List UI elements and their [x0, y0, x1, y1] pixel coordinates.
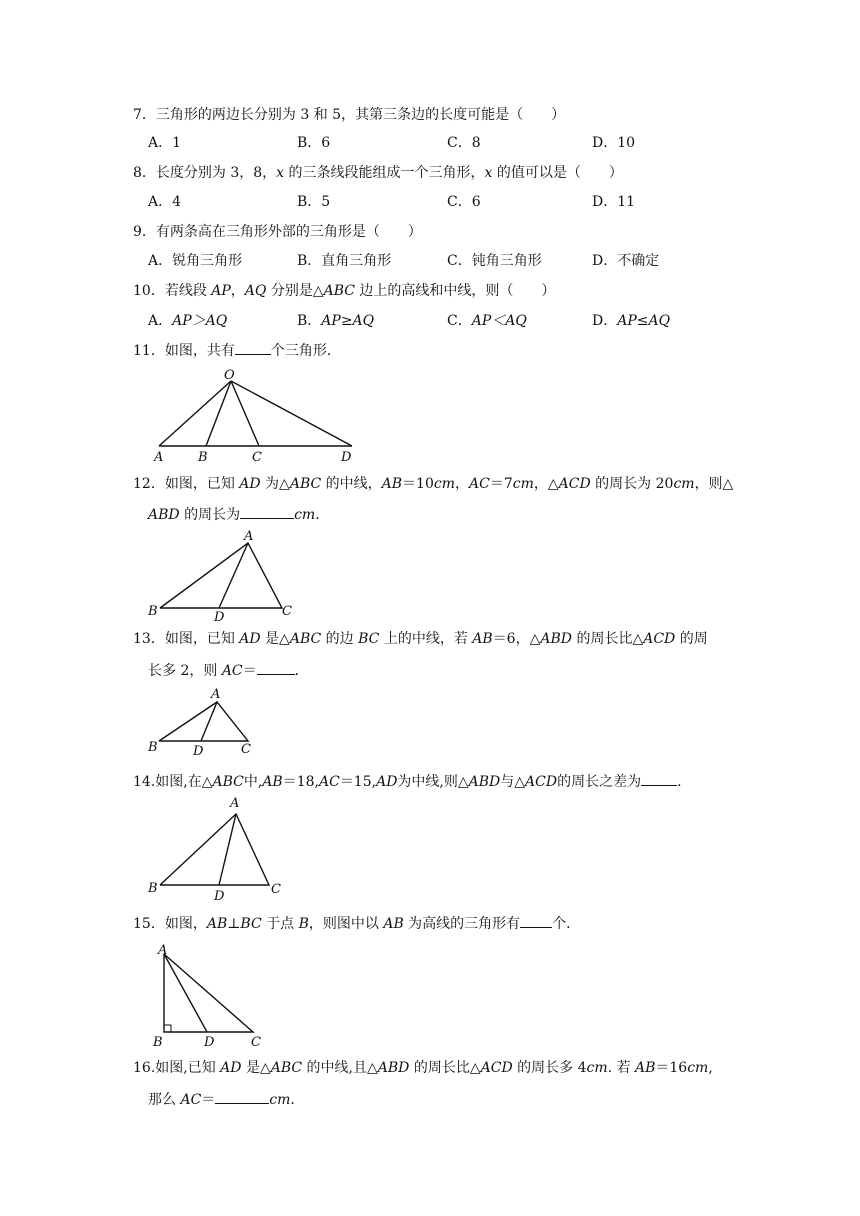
label-a: A	[158, 943, 168, 958]
question-16-stem-line1: 16.如图,已知 AD 是△ABC 的中线,且△ABD 的周长比△ACD 的周长多 4cm. 若 AB＝16cm,	[133, 1060, 713, 1076]
answer-blank	[215, 1089, 269, 1104]
label-b: B	[148, 604, 158, 619]
option-b: B．5	[297, 194, 331, 210]
label-o: O	[224, 368, 235, 383]
label-c: C	[241, 742, 251, 757]
segment-ob	[206, 381, 231, 446]
triangle-abc	[164, 954, 253, 1032]
question-12-stem-line1: 12．如图，已知 AD 为△ABC 的中线，AB＝10cm，AC＝7cm，△ACD 的周长为 20cm，则△	[133, 476, 734, 492]
label-c: C	[271, 882, 281, 897]
option-d: D．11	[592, 194, 636, 210]
segment-ad	[164, 954, 207, 1032]
label-a: A	[230, 796, 240, 811]
median-ad	[219, 814, 236, 885]
answer-blank	[520, 913, 552, 928]
question-8-stem: 8．长度分别为 3，8，x 的三条线段能组成一个三角形，x 的值可以是（ ）	[133, 165, 623, 181]
question-7-stem: 7．三角形的两边长分别为 3 和 5，其第三条边的长度可能是（ ）	[133, 107, 566, 123]
segment-oa	[159, 381, 231, 446]
label-c: C	[282, 604, 292, 619]
question-13-stem-line2: 长多 2，则 AC＝ ．	[148, 660, 309, 681]
option-d: D．10	[592, 135, 636, 151]
answer-blank	[257, 660, 295, 675]
option-c: C．钝角三角形	[447, 253, 542, 269]
question-9-options	[148, 251, 748, 271]
label-d: D	[341, 450, 352, 464]
option-d: D．AP≤AQ	[592, 313, 671, 329]
option-b: B．6	[297, 135, 331, 151]
label-b: B	[148, 881, 158, 896]
label-d: D	[214, 610, 225, 624]
right-angle-mark	[164, 1025, 171, 1032]
question-8-options	[148, 192, 748, 212]
triangle-abc	[160, 814, 269, 885]
option-c: C．8	[447, 135, 481, 151]
figure-q13	[145, 685, 265, 757]
triangle-abc	[160, 543, 282, 608]
median-ad	[219, 543, 248, 608]
question-9-stem: 9．有两条高在三角形外部的三角形是（ ）	[133, 224, 422, 240]
option-c: C．AP＜AQ	[447, 313, 527, 329]
figure-q14	[145, 793, 295, 905]
question-15-stem: 15．如图，AB⊥BC 于点 B，则图中以 AB 为高线的三角形有 个．	[133, 913, 580, 934]
label-a: A	[211, 687, 221, 702]
answer-blank	[641, 771, 677, 786]
question-10-options	[148, 311, 748, 331]
option-b: B．直角三角形	[297, 253, 392, 269]
label-a: A	[154, 450, 164, 464]
label-c: C	[251, 1035, 261, 1050]
option-c: C．6	[447, 194, 481, 210]
option-b: B．AP≥AQ	[297, 313, 375, 329]
option-d: D．不确定	[592, 253, 660, 269]
label-a: A	[244, 529, 254, 544]
answer-blank	[235, 340, 271, 355]
option-a: A．4	[148, 194, 182, 210]
segment-od	[231, 381, 352, 446]
question-11-stem: 11．如图，共有 个三角形．	[133, 340, 341, 361]
answer-blank	[240, 504, 294, 519]
question-13-stem-line1: 13．如图，已知 AD 是△ABC 的边 BC 上的中线，若 AB＝6，△ABD 的周长比△ACD 的周	[133, 631, 708, 647]
question-16-stem-line2: 那么 AC＝ cm.	[148, 1089, 295, 1110]
segment-oc	[231, 381, 259, 446]
label-d: D	[214, 889, 225, 904]
label-b: B	[148, 740, 158, 755]
option-a: A．1	[148, 135, 182, 151]
option-a: A．锐角三角形	[148, 253, 243, 269]
label-c: C	[252, 450, 262, 464]
figure-q15	[145, 940, 275, 1050]
question-7-options	[148, 133, 748, 153]
question-10-stem: 10．若线段 AP，AQ 分别是△ABC 边上的高线和中线，则（ ）	[133, 283, 556, 299]
figure-q12	[145, 528, 305, 624]
label-d: D	[193, 744, 204, 757]
label-b: B	[153, 1035, 163, 1050]
figure-q11	[145, 368, 365, 464]
label-d: D	[204, 1035, 215, 1050]
label-b: B	[198, 450, 208, 464]
question-12-stem-line2: ABD 的周长为 cm．	[148, 504, 329, 525]
question-14-stem: 14.如图,在△ABC中,AB＝18,AC＝15,AD为中线,则△ABD与△ACD的周长之差为 .	[133, 771, 682, 792]
option-a: A．AP＞AQ	[148, 313, 228, 329]
